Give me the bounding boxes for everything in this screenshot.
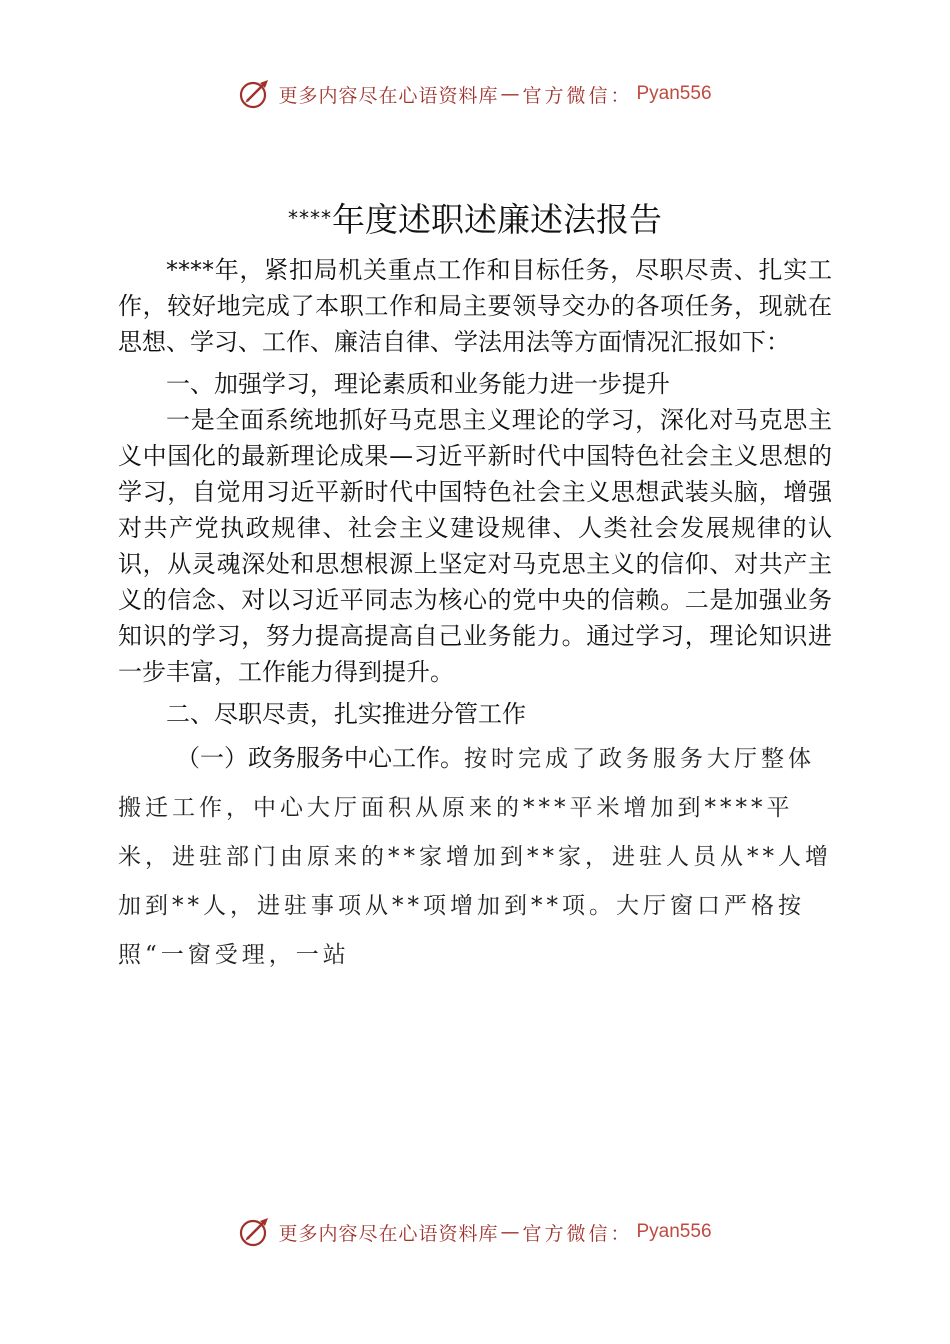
watermark-footer [0, 1212, 950, 1252]
section2-sub-title: （一）政务服务中心工作。 [176, 744, 464, 772]
watermark-text: 更多内容尽在心语资料库 [278, 84, 499, 107]
title-text: 年度述职述廉述法报告 [332, 200, 662, 240]
watermark-wechat-label: 官方微信： [522, 1222, 633, 1245]
section2-sub-body: 按时完成了政务服务大厅整体搬迁工作，中心大厅面积从原来的***平米增加到****平米，进驻部门由原来的**家增加到**家，进驻人员从**人增加到**人，进驻事项从**项增加到**项。大厅窗口严格按照“一窗受理，一站 [118, 746, 832, 968]
pen-logo-icon [238, 1215, 272, 1249]
section1-paragraph: 一是全面系统地抓好马克思主义理论的学习，深化对马克思主义中国化的最新理论成果—习近平新时代中国特色社会主义思想的学习，自觉用习近平新时代中国特色社会主义思想武装头脑，增强对共产党执政规律、社会主义建设规律、人类社会发展规律的认识，从灵魂深处和思想根源上坚定对马克思主义的信仰、对共产主义的信念、对以习近平同志为核心的党中央的信赖。二是加强业务知识的学习，努力提高提高自己业务能力。通过学习，理论知识进一步丰富，工作能力得到提升。 [118, 406, 832, 686]
watermark-separator: — [500, 1221, 521, 1243]
watermark-wechat-id: Pyan556 [636, 83, 712, 104]
document-title [0, 194, 950, 241]
watermark-wechat-id: Pyan556 [636, 1221, 712, 1242]
watermark-wechat-label: 官方微信： [522, 84, 633, 107]
watermark-separator: — [500, 83, 521, 105]
watermark-text: 更多内容尽在心语资料库 [278, 1222, 499, 1245]
section2-heading: 二、尽职尽责，扎实推进分管工作 [166, 700, 526, 728]
section1-heading: 一、加强学习，理论素质和业务能力进一步提升 [166, 370, 670, 398]
document-body [118, 252, 832, 979]
intro-paragraph: ****年，紧扣局机关重点工作和目标任务，尽职尽责、扎实工作，较好地完成了本职工作和局主要领导交办的各项任务，现就在思想、学习、工作、廉洁自律、学法用法等方面情况汇报如下： [118, 256, 832, 356]
title-prefix: **** [288, 206, 332, 231]
watermark-header [0, 74, 950, 114]
pen-logo-icon [238, 77, 272, 111]
section2-subsection [118, 734, 832, 979]
